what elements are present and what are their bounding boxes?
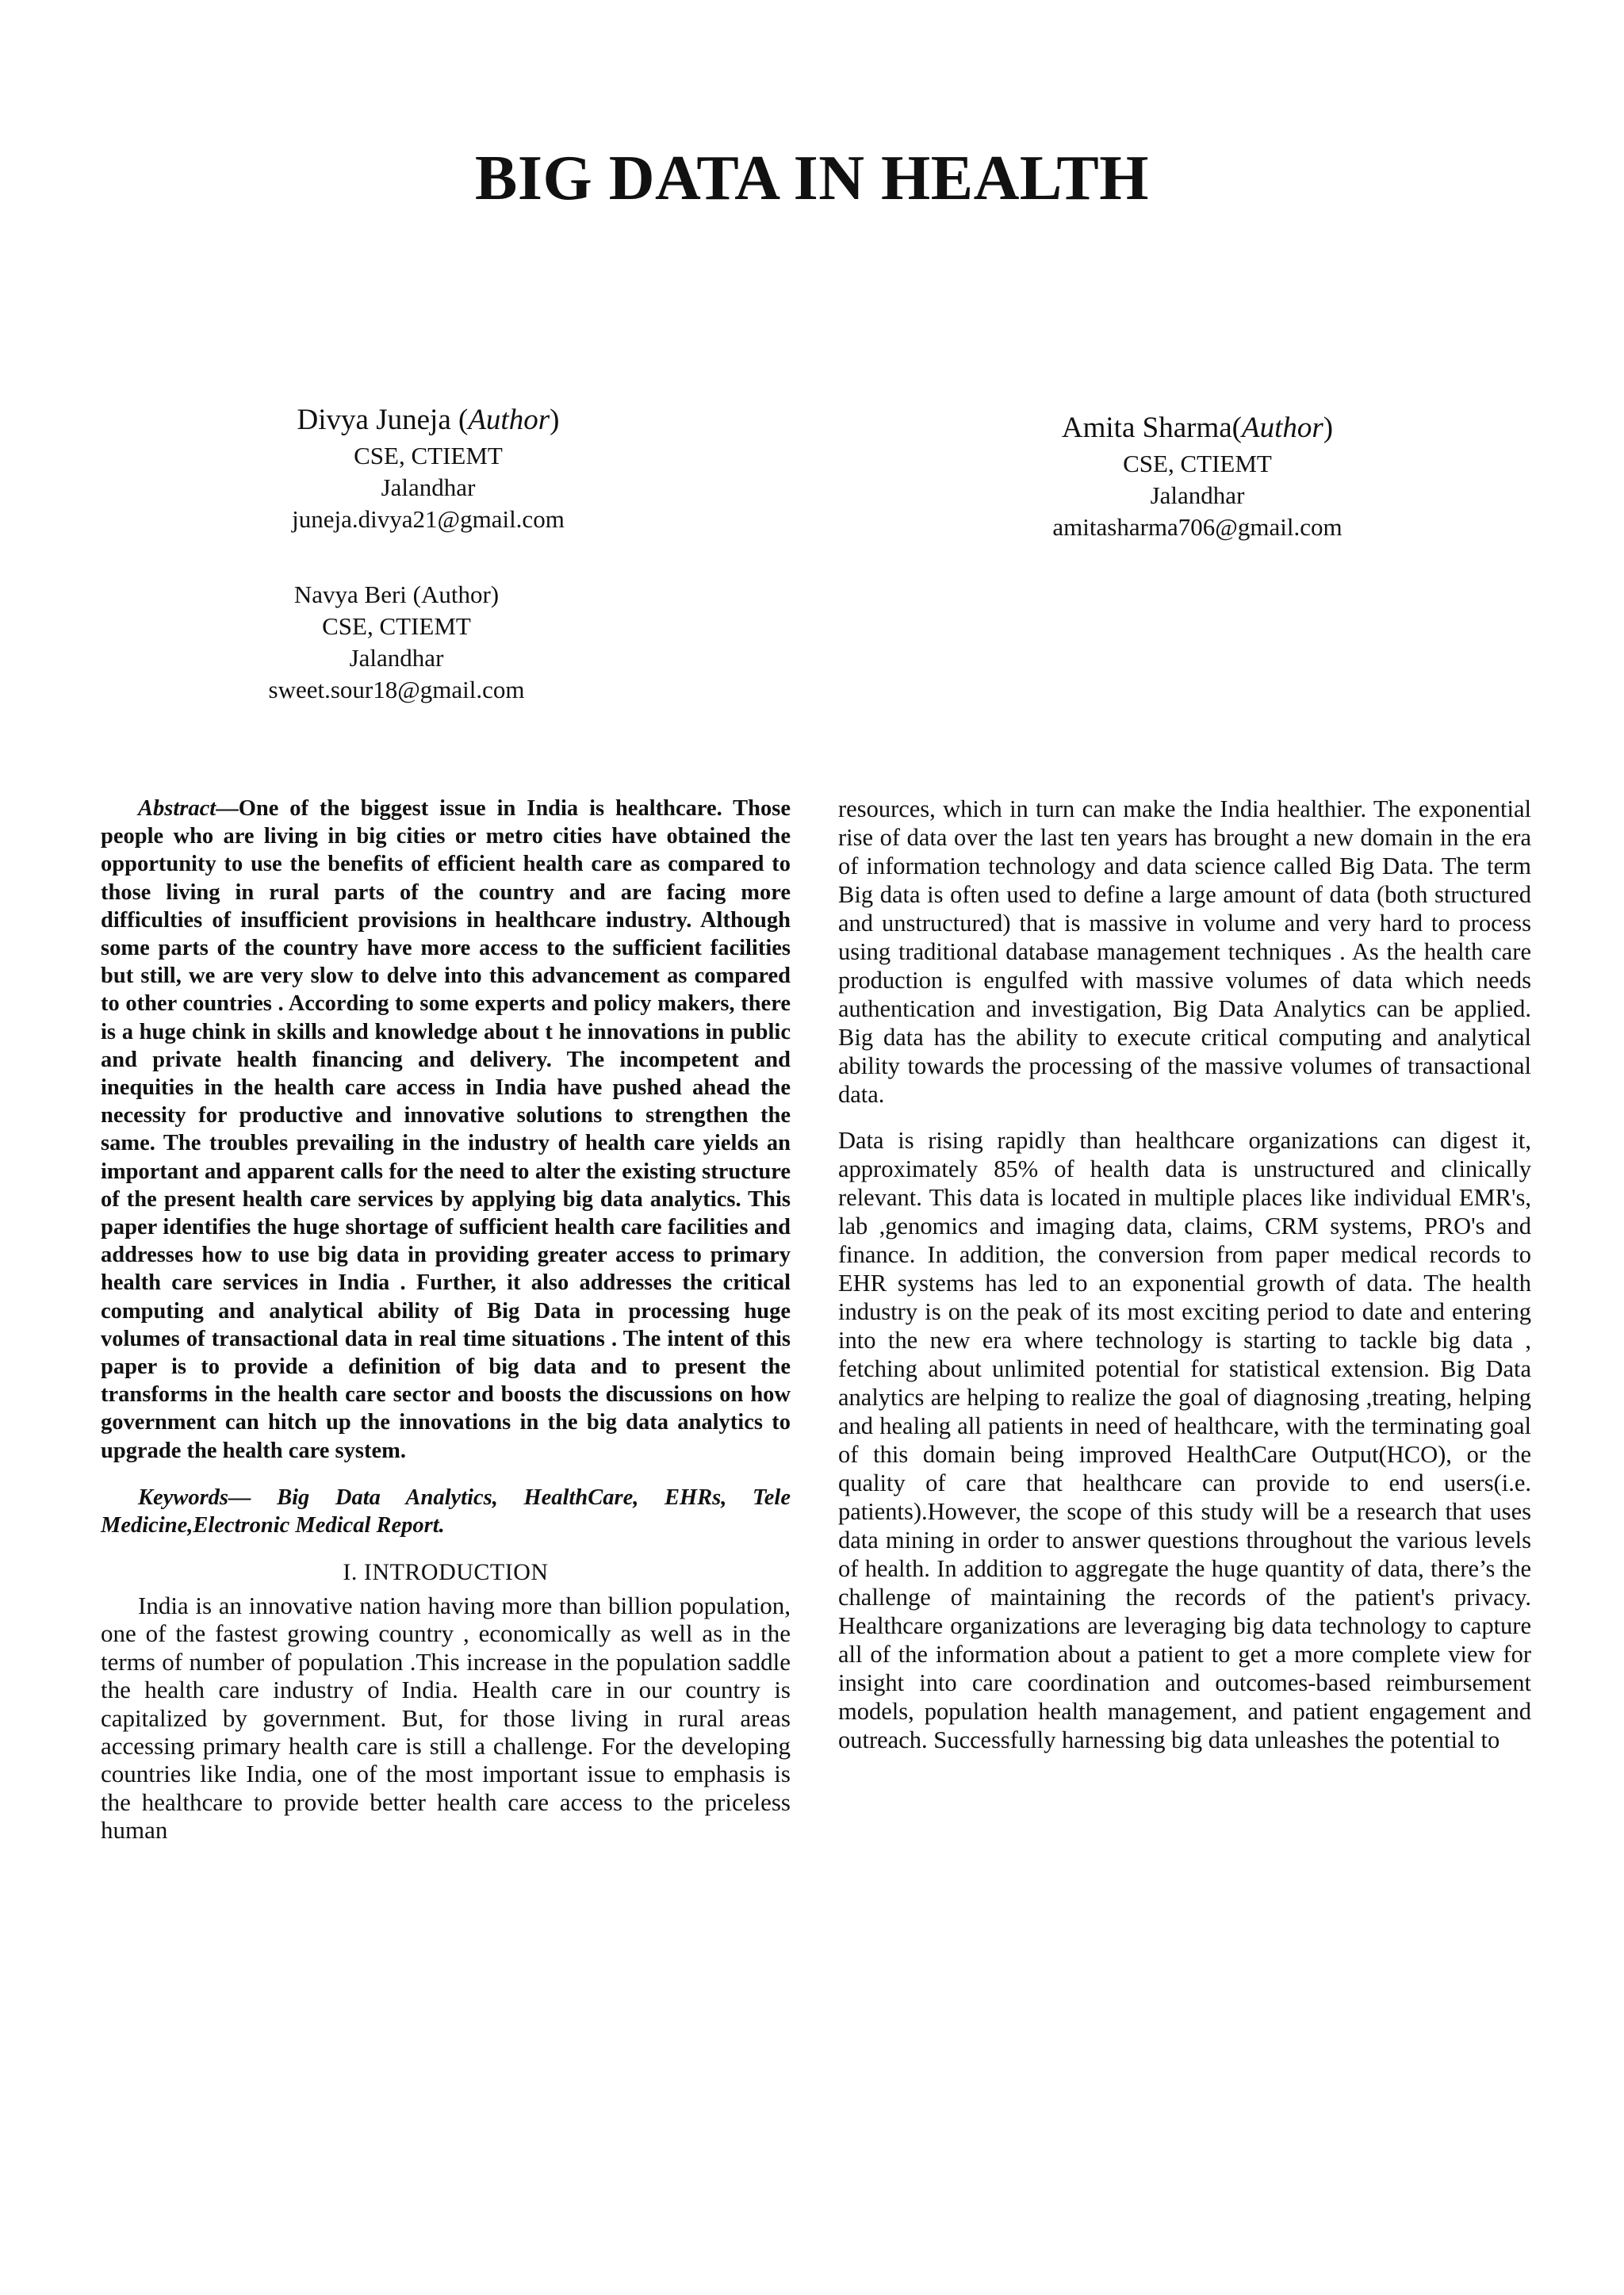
abstract-text: One of the biggest issue in India is healthcare. Those people who are living in big cities or metro cities have obtained the opportunity to use the benefits of efficient health care as compared to those living in rural parts of the country and are facing more difficulties of insufficient provisions in healthcare industry. Although some parts of the country have more access to the sufficient facilities but still, we are very slow to delve into this advancement as compared to other countries . According to some experts and policy makers, there is a huge chink in skills and knowledge about t he innovations in public and private health financing and delivery. The incompetent and inequities in the health care access in India have pushed ahead the necessity for productive and innovative solutions to strengthen the same. The troubles prevailing in the industry of health care yields an important and apparent calls for the need to alter the existing structure of the present health care services by applying big data analytics. This paper identifies the huge shortage of sufficient health care facilities and addresses how to use big data in providing greater access to primary health care services in India . Further, it also addresses the critical computing and analytical ability of Big Data in processing huge volumes of transactional data in real time situations . The intent of this paper is to provide a definition of big data and to present the transforms in the health care sector and boosts the discussions on how government can hitch up the innovations in the big data analytics to upgrade the health care system. [101,796,791,1463]
author-affiliation: CSE, CTIEMT [322,612,471,640]
author-city: Jalandhar [349,644,444,672]
author-name: Amita Sharma(Author) [1061,412,1334,444]
left-column [101,795,791,1845]
author-city: Jalandhar [381,473,476,501]
author-email: juneja.divya21@gmail.com [292,505,565,533]
author-email: amitasharma706@gmail.com [1052,513,1342,541]
author-city: Jalandhar [1150,481,1245,509]
author-affiliation: CSE, CTIEMT [1123,450,1272,477]
introduction-paragraph: India is an innovative nation having more than billion population, one of the fastest growing country , economically as well as in the terms of number of population .This increase in the population saddle the health care industry of India. Health care in our country is capitalized by government. But, for those living in rural areas accessing primary health care is still a challenge. For the developing countries like India, one of the most important issue to emphasis is the healthcare to provide better health care access to the priceless human [101,1591,791,1845]
abstract-dash: — [216,796,239,821]
paper-title: BIG DATA IN HEALTH [475,144,1149,213]
abstract-label: Abstract [138,796,216,821]
author-block-1 [246,400,611,535]
author-block-3 [222,579,571,706]
author-name: Divya Juneja (Author) [297,404,560,436]
author-name: Navya Beri (Author) [293,580,500,608]
author-email: sweet.sour18@gmail.com [268,676,525,703]
body-paragraph-2: Data is rising rapidly than healthcare organizations can digest it, approximately 85% of health data is unstructured and clinically relevant. This data is located in multiple places like individual EMR's, lab ,genomics and imaging data, claims, CRM systems, PRO's and finance. In addition, the conversion from paper medical records to EHR systems has led to an exponential growth of data. The health industry is on the peak of its most exciting period to date and entering into the new era where technology is starting to tackle big data , fetching about unlimited potential for statistical extension. Big Data analytics are helping to realize the goal of diagnosing ,treating, helping and healing all patients in need of healthcare, with the terminating goal of this domain being improved HealthCare Output(HCO), or the quality of care that healthcare can provide to end users(i.e. patients).However, the scope of this study will be a research that uses data mining in order to answer questions throughout the various levels of health. In addition to aggregate the huge quantity of data, there’s the challenge of maintaining the records of the patient's privacy. Healthcare organizations are leveraging big data technology to capture all of the information about a patient to get a more complete view for insight into care coordination and outcomes-based reimbursement models, population health management, and patient engagement and outreach. Successfully harnessing big data unleashes the potential to [838,1127,1531,1753]
right-column [838,795,1531,1754]
abstract [101,795,791,1465]
keywords: Keywords— Big Data Analytics, HealthCare, EHRs, Tele Medicine,Electronic Medical Report. [101,1485,791,1538]
section-heading-introduction: I. INTRODUCTION [343,1558,549,1585]
author-affiliation: CSE, CTIEMT [354,442,503,469]
author-block-2 [1007,408,1388,543]
body-paragraph-1: resources, which in turn can make the India healthier. The exponential rise of data over the last ten years has brought a new domain in the era of information technology and data science called Big Data. The term Big data is often used to define a large amount of data (both structured and unstructured) that is massive in volume and very hard to process using traditional database management techniques . As the health care production is engulfed with massive volumes of data which needs authentication and investigation, Big Data Analytics can be applied. Big data has the ability to execute critical computing and analytical ability towards the processing of the massive volumes of transactional data. [838,795,1531,1108]
